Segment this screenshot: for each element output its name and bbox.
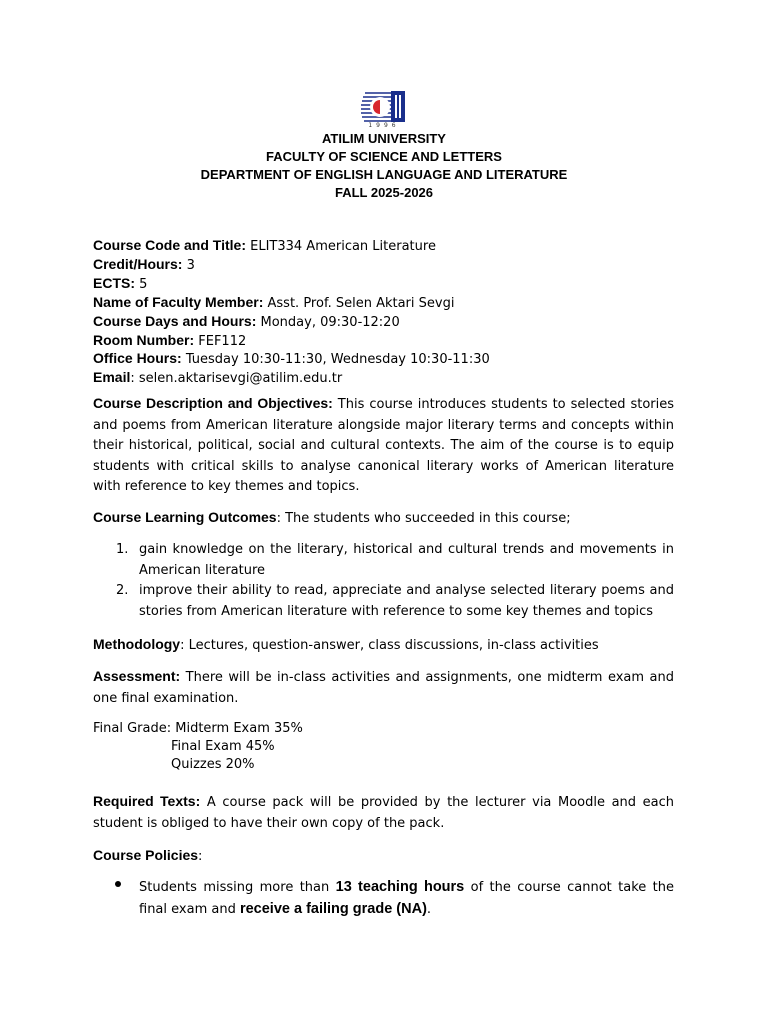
list-number: 1. bbox=[116, 542, 129, 557]
info-value: FEF112 bbox=[198, 333, 247, 349]
policy-emphasis: receive a failing grade (NA) bbox=[239, 900, 427, 917]
course-description bbox=[93, 393, 674, 498]
course-info bbox=[93, 237, 693, 388]
info-course-code bbox=[93, 237, 693, 256]
info-label: ECTS: bbox=[93, 274, 135, 291]
info-value: Monday, 09:30-12:20 bbox=[260, 314, 400, 330]
policy-text-part: of the course cannot take the final exam and bbox=[139, 880, 675, 917]
info-label: Office Hours: bbox=[93, 350, 182, 367]
assessment bbox=[93, 666, 674, 709]
section-label: Course Learning Outcomes bbox=[93, 509, 277, 525]
email-value: : selen.aktarisevgi@atilim.edu.tr bbox=[130, 371, 343, 387]
grade-line: Final Grade: Midterm Exam 35% bbox=[93, 721, 303, 736]
section-text: : Lectures, question-answer, class discussions, in-class activities bbox=[180, 638, 599, 653]
faculty-name: FACULTY OF SCIENCE AND LETTERS bbox=[266, 149, 502, 164]
logo-year: 1996 bbox=[368, 122, 400, 129]
list-item bbox=[93, 581, 674, 622]
methodology bbox=[93, 634, 674, 657]
section-text: A course pack will be provided by the lecturer via Moodle and each student is obliged to have their own copy of the pack. bbox=[93, 795, 675, 831]
info-label: Credit/Hours: bbox=[93, 255, 183, 272]
course-policies bbox=[93, 845, 674, 868]
info-value: 5 bbox=[139, 276, 148, 292]
section-label: Assessment: bbox=[93, 668, 181, 684]
info-label: Room Number: bbox=[93, 331, 195, 348]
info-value: ELIT334 American Literature bbox=[250, 239, 436, 254]
info-label: Email bbox=[93, 369, 131, 386]
learning-outcomes bbox=[93, 507, 674, 530]
info-email bbox=[93, 369, 693, 388]
policy-text bbox=[93, 877, 674, 920]
info-credit bbox=[93, 256, 693, 275]
info-label: Name of Faculty Member: bbox=[93, 293, 264, 310]
list-text: gain knowledge on the literary, historical and cultural trends and movements in American literature bbox=[139, 542, 674, 578]
section-label: Methodology bbox=[93, 636, 181, 652]
policy-text-part: Students missing more than bbox=[139, 880, 336, 895]
info-label: Course Code and Title: bbox=[93, 237, 246, 253]
section-label: Course Description and Objectives: bbox=[93, 395, 333, 411]
info-office-hours bbox=[93, 350, 693, 369]
list-text: improve their ability to read, appreciate and analyse selected literary poems and stories from American literature with reference to some key themes and topics bbox=[139, 583, 674, 619]
grade-line: Quizzes 20% bbox=[171, 757, 255, 772]
section-text: There will be in-class activities and assignments, one midterm exam and one final examination. bbox=[93, 670, 674, 706]
policy-text-part: . bbox=[426, 901, 432, 917]
outcomes-list bbox=[93, 540, 674, 622]
list-number: 2. bbox=[116, 583, 129, 598]
list-item bbox=[93, 540, 674, 581]
policy-bullet bbox=[93, 877, 674, 920]
section-label: Course Policies bbox=[93, 847, 199, 863]
info-value: Asst. Prof. Selen Aktari Sevgi bbox=[267, 295, 455, 311]
bullet-icon bbox=[115, 881, 121, 887]
info-days bbox=[93, 313, 693, 332]
section-text: : bbox=[198, 849, 203, 864]
info-faculty bbox=[93, 294, 693, 313]
section-label: Required Texts: bbox=[93, 793, 201, 809]
info-value: Tuesday 10:30-11:30, Wednesday 10:30-11:30 bbox=[185, 352, 490, 368]
info-room bbox=[93, 332, 693, 351]
final-grade bbox=[93, 720, 303, 774]
section-text: : The students who succeeded in this course; bbox=[276, 511, 571, 526]
department-name: DEPARTMENT OF ENGLISH LANGUAGE AND LITERATURE bbox=[200, 167, 568, 182]
info-value: 3 bbox=[186, 257, 195, 273]
policy-emphasis: 13 teaching hours bbox=[335, 879, 465, 895]
required-texts bbox=[93, 791, 674, 834]
university-name: ATILIM UNIVERSITY bbox=[322, 131, 446, 146]
semester: FALL 2025-2026 bbox=[334, 185, 434, 200]
info-ects bbox=[93, 275, 693, 294]
section-text: This course introduces students to selected stories and poems from American literature alongside major literary terms and concepts within their historical, political, social and cultural contexts. The aim of the course is to equip students with critical skills to analyse canonical literary works of American literature with reference to key themes and topics. bbox=[93, 397, 674, 494]
document-header bbox=[0, 130, 768, 202]
grade-line: Final Exam 45% bbox=[171, 739, 275, 754]
info-label: Course Days and Hours: bbox=[93, 312, 257, 329]
